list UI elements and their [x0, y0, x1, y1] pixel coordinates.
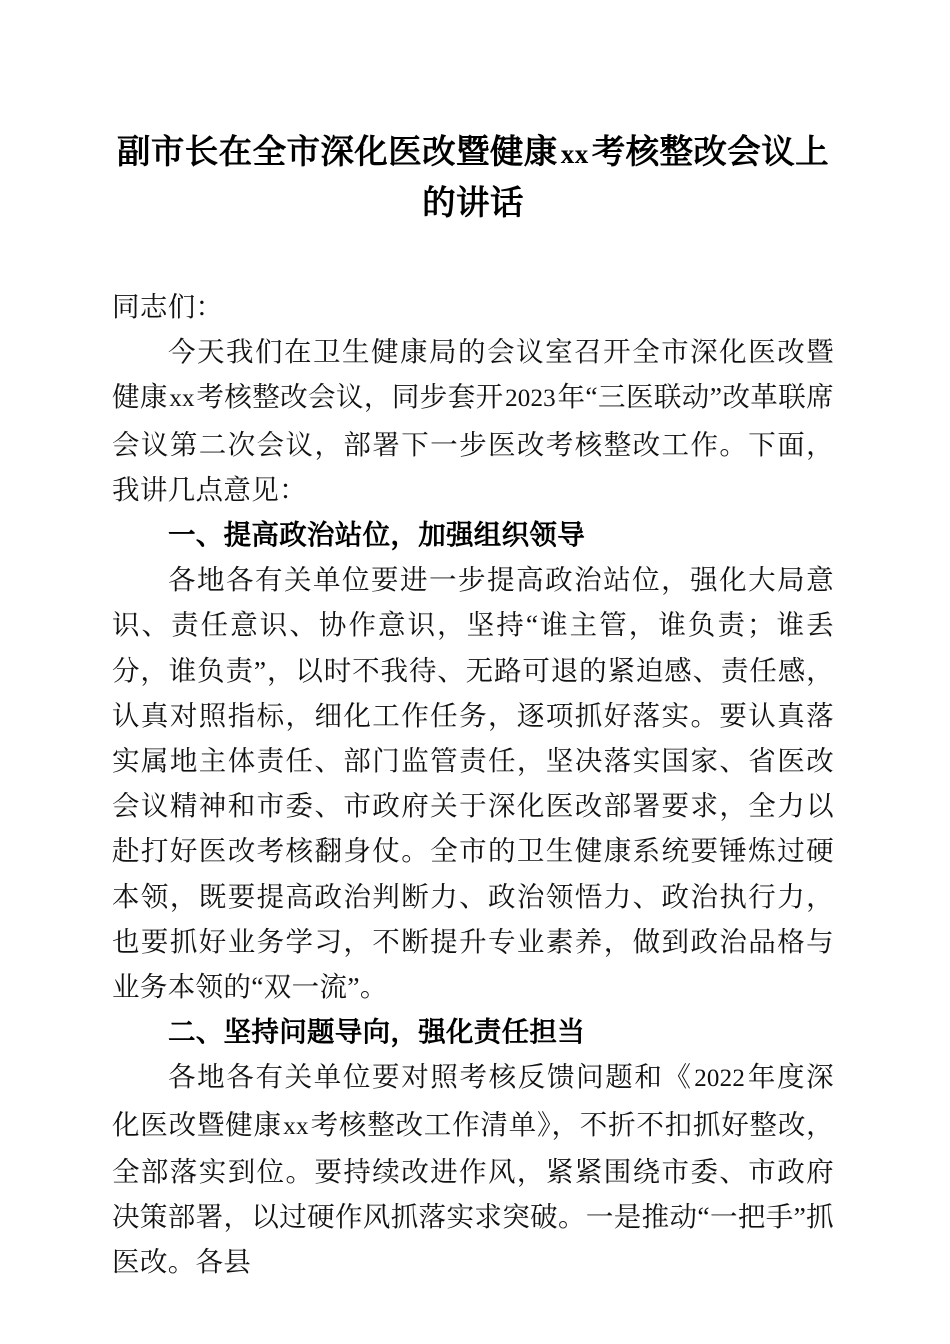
intro-text-c: 年“三医联动”改革联席会议第二次会议，部署下一步医改考核整改工作。下面，我讲几点意见：	[112, 381, 834, 505]
page-title	[112, 0, 834, 229]
section-heading-1: 一、提高政治站位，加强组织领导	[168, 519, 585, 551]
paragraph-section-1: 各地各有关单位要进一步提高政治站位，强化大局意识、责任意识、协作意识，坚持“谁主管，谁负责；谁丢分，谁负责”，以时不我待、无路可退的紧迫感、责任感，认真对照指标，细化工作任务，逐项抓好落实。要认真落实属地主体责任、部门监管责任，坚决落实国家、省医改会议精神和市委、市政府关于深化医改部署要求，全力以赴打好医改考核翻身仗。全市的卫生健康系统要锤炼过硬本领，既要提高政治判断力、政治领悟力、政治执行力，也要抓好业务学习，不断提升专业素养，做到政治品格与业务本领的“双一流”。	[112, 564, 834, 1003]
paragraph-intro	[112, 329, 834, 512]
intro-year-2023: 2023	[505, 385, 556, 413]
document-content	[112, 0, 834, 1284]
section2-text-c: 考核整改工作清单》，不折不扣抓好整改，全部落实到位。要持续改进作风，紧紧围绕市委、市政府决策部署，以过硬作风抓落实求突破。一是推动“一把手”抓医改。各县	[112, 1108, 834, 1278]
salutation: 同志们：	[112, 291, 224, 322]
section2-year-2022: 2022	[694, 1065, 746, 1093]
section2-latin-xx: xx	[283, 1112, 309, 1140]
section2-text-a: 各地各有关单位要对照考核反馈问题和《	[168, 1061, 693, 1093]
section2-text-b: 年度深化医改暨健康	[112, 1061, 834, 1140]
title-segment-1: 副市长在全市深化医改暨健康	[116, 134, 558, 171]
title-segment-3: 议上的讲话	[422, 134, 829, 222]
title-latin-xx: xx	[560, 139, 589, 169]
intro-text-a: 今天我们在卫生健康局的会议室召开全市深化医改暨健康	[112, 336, 834, 413]
intro-latin-xx: xx	[169, 385, 195, 413]
paragraph-section-2	[112, 1054, 834, 1284]
title-segment-2: 考核整改会	[591, 134, 762, 171]
intro-text-b: 考核整改会议，同步套开	[196, 381, 504, 413]
section-heading-2: 二、坚持问题导向，强化责任担当	[168, 1016, 585, 1048]
